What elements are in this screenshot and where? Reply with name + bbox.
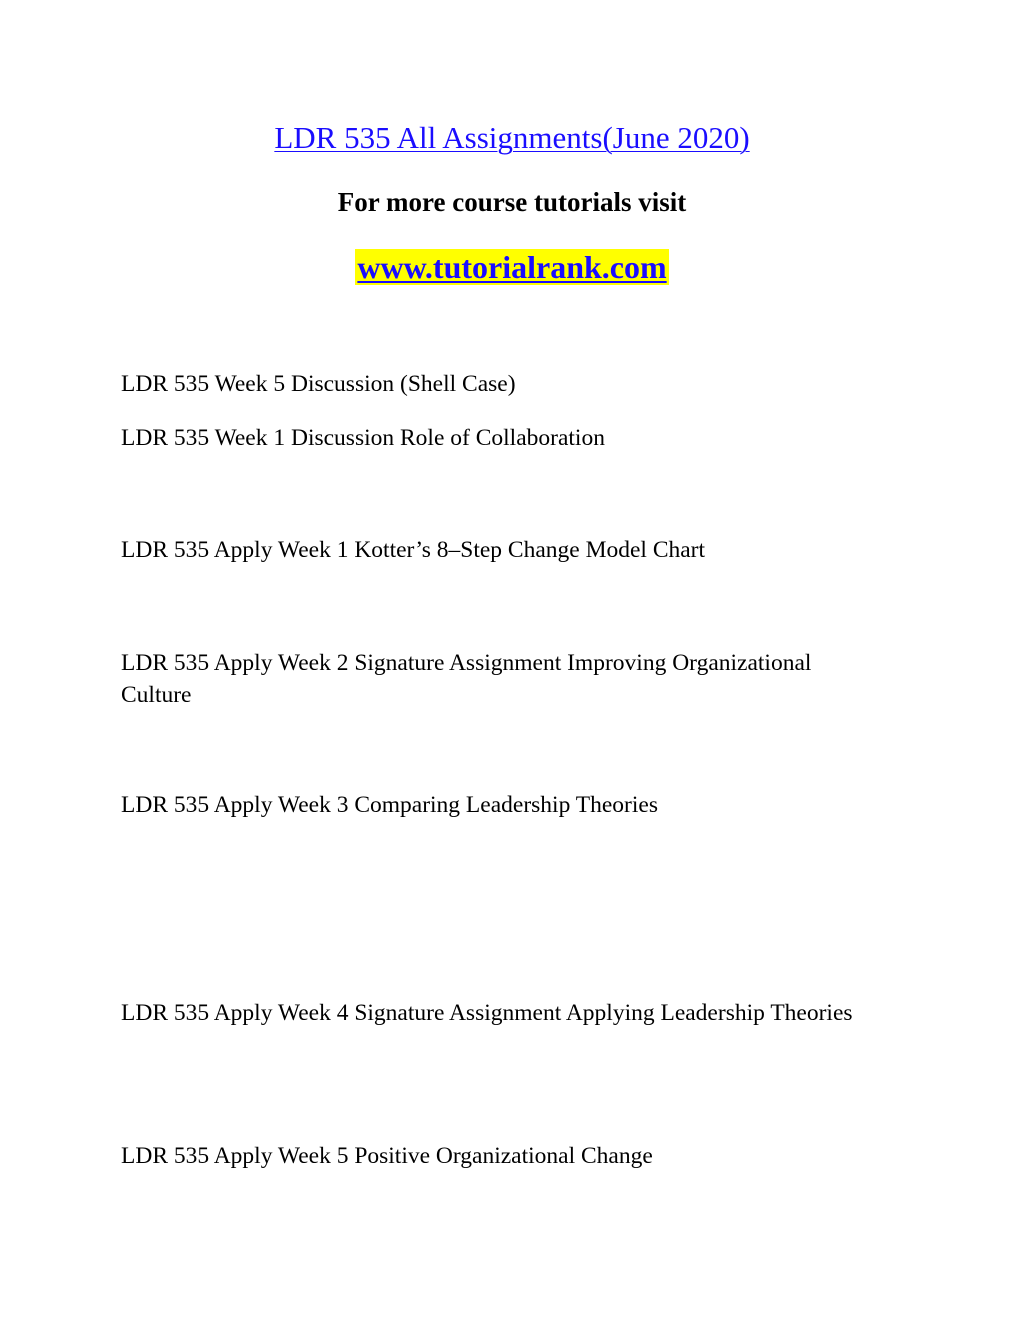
assignment-item: LDR 535 Apply Week 1 Kotter’s 8–Step Change Model Chart [121,537,706,563]
title-link[interactable]: LDR 535 All Assignments(June 2020) [274,120,750,155]
site-link-container [0,245,1024,289]
assignment-item: LDR 535 Apply Week 2 Signature Assignment Improving Organizational Culture [121,650,812,708]
document-title [0,118,1024,158]
assignment-item: LDR 535 Apply Week 5 Positive Organizational Change [121,1143,653,1169]
site-link[interactable]: www.tutorialrank.com [357,249,667,285]
assignment-item: LDR 535 Apply Week 3 Comparing Leadership Theories [121,792,658,818]
subtitle: For more course tutorials visit [337,187,687,217]
assignment-item: LDR 535 Week 1 Discussion Role of Collaboration [121,425,605,451]
assignment-item: LDR 535 Week 5 Discussion (Shell Case) [121,371,516,397]
assignment-item: LDR 535 Apply Week 4 Signature Assignment Applying Leadership Theories [121,1000,853,1026]
